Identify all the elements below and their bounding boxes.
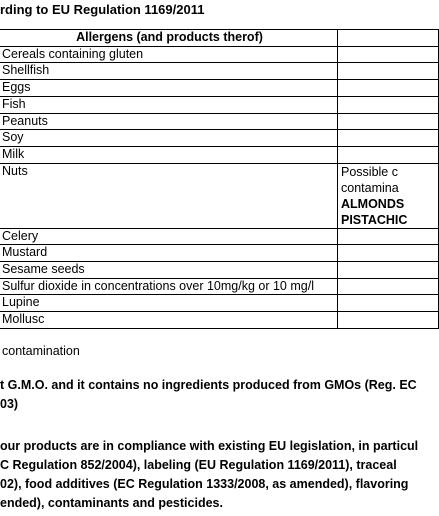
table-row — [0, 130, 439, 147]
table-row — [0, 113, 439, 130]
note-cell — [338, 295, 439, 312]
allergen-cell: Lupine — [0, 295, 338, 312]
note-line-bold: PISTACHIC — [341, 212, 408, 227]
paragraph-line: 02), food additives (EC Regulation 1333/2008, as amended), flavoring — [0, 477, 409, 491]
allergen-cell: Celery — [0, 228, 338, 245]
note-line: Possible c — [341, 164, 398, 179]
table-row — [0, 262, 439, 279]
table-row — [0, 278, 439, 295]
note-cell — [338, 63, 439, 80]
table-row — [0, 46, 439, 63]
allergen-cell: Milk — [0, 146, 338, 163]
note-cell — [338, 130, 439, 147]
note-cell — [338, 163, 439, 228]
allergens-column-header: Allergens (and products therof) — [0, 30, 338, 47]
allergen-cell: Sesame seeds — [0, 262, 338, 279]
table-row — [0, 245, 439, 262]
note-cell — [338, 46, 439, 63]
note-cell — [338, 228, 439, 245]
allergen-cell: Peanuts — [0, 113, 338, 130]
table-row — [0, 146, 439, 163]
gmo-paragraph — [0, 376, 417, 414]
table-row — [0, 63, 439, 80]
note-cell — [338, 80, 439, 97]
table-row — [0, 80, 439, 97]
allergen-cell: Cereals containing gluten — [0, 46, 338, 63]
note-line-bold: ALMONDS — [341, 196, 405, 211]
allergen-cell: Shellfish — [0, 63, 338, 80]
allergen-cell: Mustard — [0, 245, 338, 262]
note-cell — [338, 278, 439, 295]
table-row — [0, 96, 439, 113]
note-line: contamina — [341, 180, 399, 195]
allergen-cell: Nuts — [0, 163, 338, 228]
allergen-cell: Soy — [0, 130, 338, 147]
notes-column-header — [338, 30, 439, 47]
paragraph-line: 03) — [0, 397, 19, 411]
allergen-cell: Fish — [0, 96, 338, 113]
allergen-table — [0, 29, 439, 329]
note-line — [341, 212, 438, 228]
note-line — [341, 196, 438, 212]
note-cell — [338, 146, 439, 163]
section-heading: rding to EU Regulation 1169/2011 — [0, 2, 205, 17]
paragraph-line: C Regulation 852/2004), labeling (EU Regulation 1169/2011), traceal — [0, 458, 397, 472]
compliance-paragraph — [0, 437, 418, 513]
note-cell — [338, 96, 439, 113]
note-cell — [338, 245, 439, 262]
table-row — [0, 312, 439, 329]
paragraph-line: ended), contaminants and pesticides. — [0, 496, 223, 510]
table-header-row — [0, 30, 439, 47]
allergen-cell: Sulfur dioxide in concentrations over 10mg/kg or 10 mg/l — [0, 278, 338, 295]
footnote: contamination — [2, 344, 80, 358]
table-row — [0, 228, 439, 245]
note-cell — [338, 312, 439, 329]
paragraph-line: our products are in compliance with existing EU legislation, in particul — [0, 439, 419, 453]
allergen-cell: Mollusc — [0, 312, 338, 329]
table-row — [0, 295, 439, 312]
allergen-cell: Eggs — [0, 80, 338, 97]
note-cell — [338, 262, 439, 279]
note-cell — [338, 113, 439, 130]
table-row — [0, 163, 439, 228]
paragraph-line: t G.M.O. and it contains no ingredients produced from GMOs (Reg. EC — [0, 378, 417, 392]
